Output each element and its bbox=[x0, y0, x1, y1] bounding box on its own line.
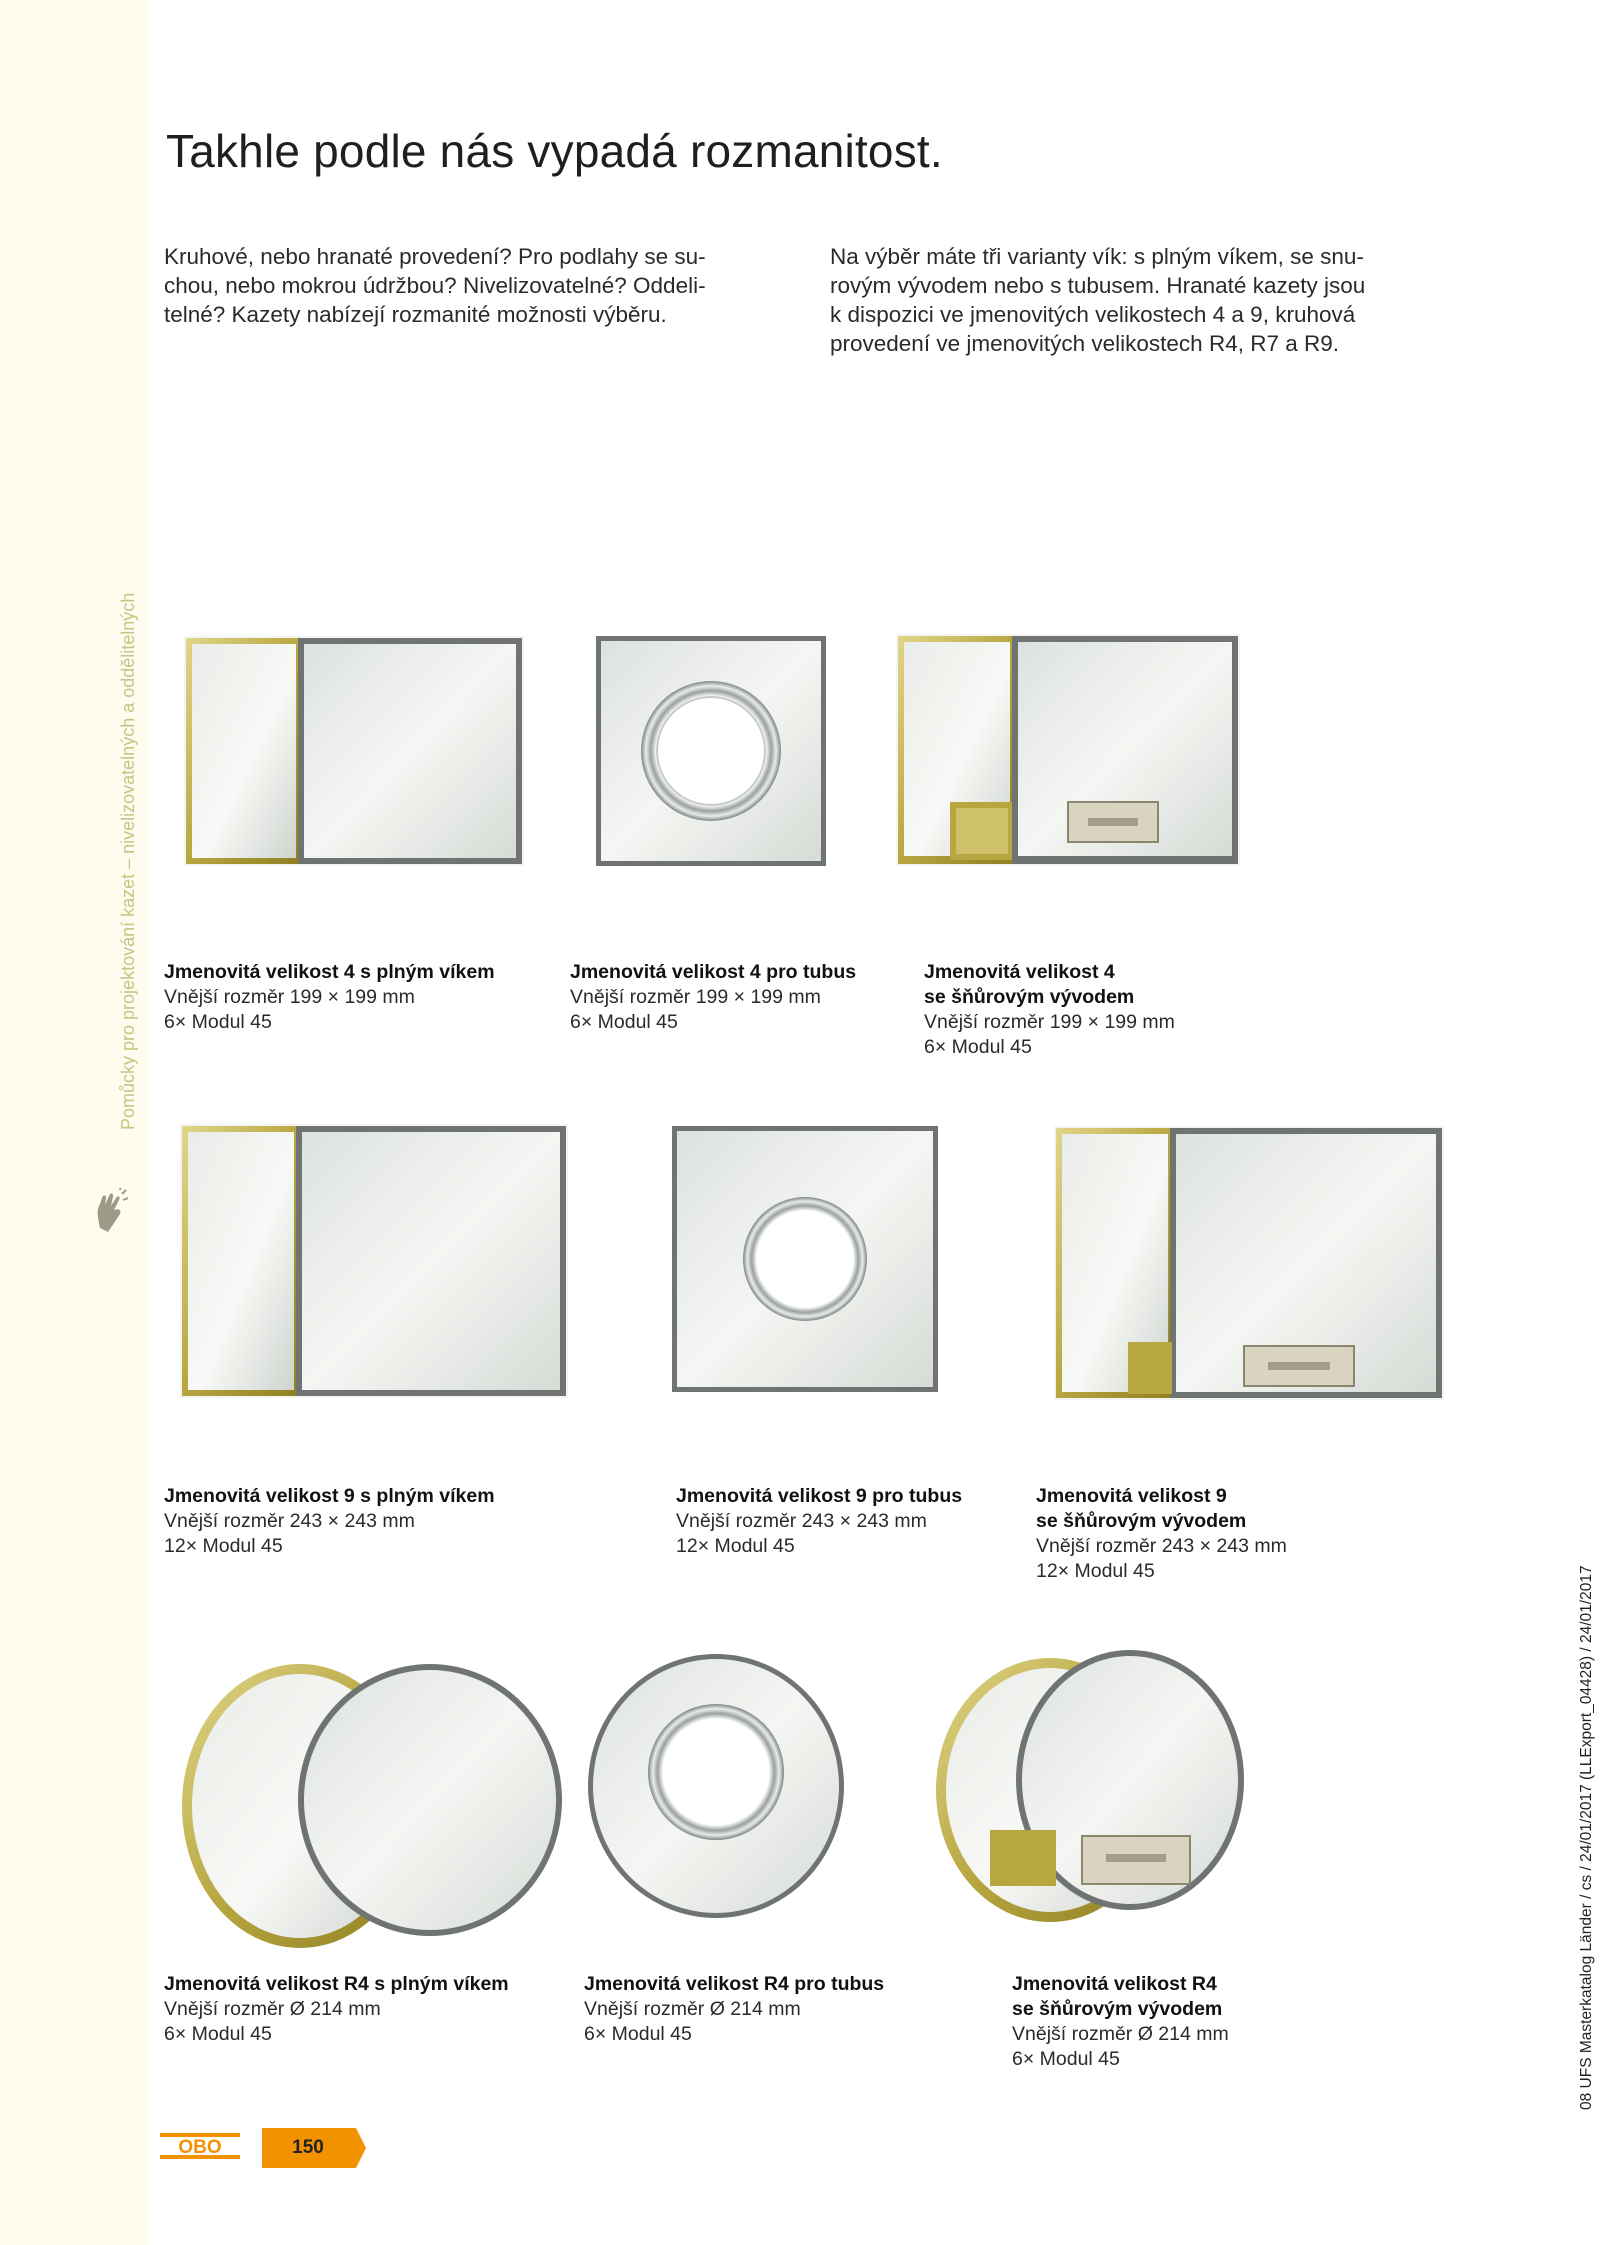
product-modules: 12× Modul 45 bbox=[676, 1535, 795, 1557]
product-modules: 6× Modul 45 bbox=[164, 1011, 272, 1033]
obo-logo bbox=[160, 2133, 240, 2159]
product-modules: 6× Modul 45 bbox=[584, 2023, 692, 2045]
product-image-square-tube-lid bbox=[672, 1126, 938, 1392]
product-title: Jmenovitá velikost 9 bbox=[1036, 1485, 1227, 1507]
product-caption bbox=[1036, 1484, 1287, 1584]
product-image-round-tube-lid bbox=[584, 1650, 848, 1922]
product-caption bbox=[164, 960, 495, 1035]
product-title: Jmenovitá velikost 9 pro tubus bbox=[676, 1485, 963, 1507]
product-image-square-cable-outlet-lid bbox=[896, 634, 1240, 866]
product-title: Jmenovitá velikost R4 bbox=[1012, 1973, 1217, 1995]
product-dimensions: Vnější rozměr 243 × 243 mm bbox=[676, 1510, 927, 1532]
intro-left-line: Kruhové, nebo hranaté provedení? Pro podlahy se su- bbox=[164, 244, 706, 269]
product-dimensions: Vnější rozměr 199 × 199 mm bbox=[570, 986, 821, 1008]
intro-left-line: chou, nebo mokrou údržbou? Nivelizovatelné? Oddeli- bbox=[164, 273, 706, 298]
product-dimensions: Vnější rozměr Ø 214 mm bbox=[1012, 2023, 1229, 2045]
product-image-square-solid-lid bbox=[180, 1124, 568, 1398]
product-dimensions: Vnější rozměr 199 × 199 mm bbox=[164, 986, 415, 1008]
product-title: Jmenovitá velikost R4 s plným víkem bbox=[164, 1973, 509, 1995]
intro-right-line: Na výběr máte tři varianty vík: s plným víkem, se snu- bbox=[830, 244, 1364, 269]
intro-right-line: k dispozici ve jmenovitých velikostech 4 a 9, kruhová bbox=[830, 302, 1356, 327]
product-caption bbox=[570, 960, 856, 1035]
product-image-square-tube-lid bbox=[596, 636, 826, 866]
product-title: se šňůrovým vývodem bbox=[1012, 1998, 1223, 2020]
sidebar bbox=[0, 0, 148, 2245]
intro-right-line: provedení ve jmenovitých velikostech R4, R7 a R9. bbox=[830, 331, 1339, 356]
intro-right-line: rovým vývodem nebo s tubusem. Hranaté kazety jsou bbox=[830, 273, 1366, 298]
product-caption bbox=[164, 1972, 509, 2047]
product-caption bbox=[164, 1484, 495, 1559]
product-modules: 12× Modul 45 bbox=[164, 1535, 283, 1557]
product-image-square-cable-outlet-lid bbox=[1054, 1126, 1444, 1400]
product-title: Jmenovitá velikost 4 bbox=[924, 961, 1115, 983]
product-dimensions: Vnější rozměr 243 × 243 mm bbox=[1036, 1535, 1287, 1557]
product-dimensions: Vnější rozměr Ø 214 mm bbox=[164, 1998, 381, 2020]
product-modules: 6× Modul 45 bbox=[164, 2023, 272, 2045]
product-caption bbox=[1012, 1972, 1229, 2072]
page-number: 150 bbox=[292, 2137, 324, 2158]
product-title: se šňůrovým vývodem bbox=[924, 986, 1135, 1008]
product-title: Jmenovitá velikost 4 s plným víkem bbox=[164, 961, 495, 983]
sidebar-label: Pomůcky pro projektování kazet – nivelizovatelných a oddělitelných bbox=[118, 592, 138, 1130]
product-modules: 12× Modul 45 bbox=[1036, 1560, 1155, 1582]
product-caption bbox=[676, 1484, 962, 1559]
intro-left-line: telné? Kazety nabízejí rozmanité možnosti výběru. bbox=[164, 302, 667, 327]
intro-left bbox=[164, 242, 784, 329]
product-dimensions: Vnější rozměr 199 × 199 mm bbox=[924, 1011, 1175, 1033]
product-image-square-solid-lid bbox=[184, 636, 524, 866]
page-title: Takhle podle nás vypadá rozmanitost. bbox=[166, 125, 943, 177]
product-modules: 6× Modul 45 bbox=[570, 1011, 678, 1033]
product-dimensions: Vnější rozměr 243 × 243 mm bbox=[164, 1510, 415, 1532]
product-caption bbox=[924, 960, 1175, 1060]
product-image-round-cable-outlet-lid bbox=[930, 1640, 1250, 1940]
product-title: Jmenovitá velikost R4 pro tubus bbox=[584, 1973, 885, 1995]
intro-right bbox=[830, 242, 1460, 358]
product-title: Jmenovitá velikost 9 s plným víkem bbox=[164, 1485, 495, 1507]
product-modules: 6× Modul 45 bbox=[1012, 2048, 1120, 2070]
product-title: Jmenovitá velikost 4 pro tubus bbox=[570, 961, 857, 983]
catalog-code: 08 UFS Masterkatalog Länder / cs / 24/01/2017 (LLExport_04428) / 24/01/2017 bbox=[1578, 1565, 1595, 2110]
product-modules: 6× Modul 45 bbox=[924, 1036, 1032, 1058]
obo-logo-text: OBO bbox=[178, 2137, 222, 2158]
product-title: se šňůrovým vývodem bbox=[1036, 1510, 1247, 1532]
product-dimensions: Vnější rozměr Ø 214 mm bbox=[584, 1998, 801, 2020]
product-caption bbox=[584, 1972, 884, 2047]
hand-icon bbox=[92, 1188, 130, 1236]
product-image-round-solid-lid bbox=[172, 1650, 572, 1960]
